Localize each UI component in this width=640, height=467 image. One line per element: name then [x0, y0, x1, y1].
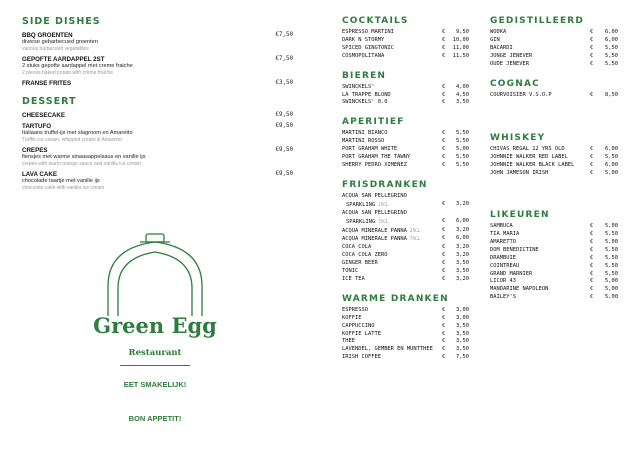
drinks-column-right: [490, 16, 618, 302]
currency-symbol: €: [590, 230, 594, 237]
dish-name: FRANSE FRITES: [22, 80, 72, 87]
menu-dish: [22, 171, 297, 191]
likeuren-title: LIKEUREN: [490, 210, 550, 221]
drink-row: [342, 146, 469, 154]
dish-price: €9,50: [275, 171, 293, 177]
dish-description-nl: flensjes met warme sinaasappelsaus en vanille ijs: [22, 154, 146, 160]
currency-symbol: €: [442, 235, 446, 242]
gedistilleerd-title: GEDISTILLEERD: [490, 16, 585, 26]
currency-symbol: €: [590, 246, 594, 253]
currency-symbol: €: [590, 162, 594, 169]
drink-row: [490, 45, 618, 53]
drink-name: SPICED GINGTONIC: [342, 44, 394, 51]
currency-symbol: €: [442, 52, 446, 59]
drink-name: OUDE JENEVER: [490, 60, 529, 67]
drink-price: 3,50: [456, 322, 469, 329]
drink-row: [342, 218, 469, 227]
currency-symbol: €: [590, 154, 594, 161]
dish-price: €7,50: [275, 32, 293, 38]
currency-symbol: €: [590, 262, 594, 269]
drink-name: ACQUA MINERALE PANNA: [342, 236, 407, 243]
currency-symbol: €: [442, 260, 446, 267]
drink-price: 5,50: [605, 262, 618, 269]
dish-description-en: 2 pieces baked potato with crème fraiche: [22, 70, 113, 76]
drink-name: DOM BENEDICTINE: [490, 246, 539, 253]
drink-price: 5,50: [605, 44, 618, 51]
drink-row: [490, 294, 618, 302]
drink-price: 6,00: [605, 162, 618, 169]
drink-row: [490, 278, 618, 286]
currency-symbol: €: [590, 91, 594, 98]
drink-price: 5,50: [456, 138, 469, 145]
currency-symbol: €: [590, 270, 594, 277]
drink-row: [342, 315, 469, 323]
drink-name: SWINCKELS' 0.0: [342, 99, 388, 106]
drink-row: [342, 244, 469, 252]
dish-description-nl: 2 stuks gepofte aardappel met creme fraiche: [22, 63, 133, 69]
currency-symbol: €: [442, 99, 446, 106]
currency-symbol: €: [442, 346, 446, 353]
drink-row: [490, 247, 618, 255]
drink-row: [342, 193, 469, 201]
drink-name: COINTREAU: [490, 262, 520, 269]
drink-price: 4,00: [456, 83, 469, 90]
drink-row: [342, 99, 469, 107]
drink-price: 3,20: [456, 200, 469, 207]
egg-grill-icon: [80, 228, 230, 318]
drink-price: 3,50: [456, 338, 469, 345]
drink-price: 5,00: [605, 286, 618, 293]
dish-price: €9,50: [275, 112, 293, 118]
drink-name: COSMOPOLITANA: [342, 52, 385, 59]
drink-name: CAPPUCCINO: [342, 322, 375, 329]
drink-name: COURVOISIER V.S.O.P: [490, 91, 552, 98]
currency-symbol: €: [442, 226, 446, 233]
currency-symbol: €: [442, 146, 446, 153]
drink-row: [342, 260, 469, 268]
likeuren-section: [490, 210, 618, 302]
drink-name: DRAMBUIE: [490, 254, 516, 261]
drink-row: [490, 37, 618, 45]
currency-symbol: €: [442, 244, 446, 251]
whiskey-title: WHISKEY: [490, 133, 546, 144]
drink-name: ESPRESSO: [342, 306, 368, 313]
drink-name: JOHNNIE WALKER BLACK LABEL: [490, 162, 575, 169]
currency-symbol: €: [442, 252, 446, 259]
drink-row: [490, 53, 618, 61]
currency-symbol: €: [442, 29, 446, 35]
dish-description-nl: Italiaans truffel-ijs met slagroom en Amaretto: [22, 130, 133, 136]
drink-price: 3,00: [456, 306, 469, 313]
green-egg-logo: [80, 228, 230, 428]
cocktails-title: COCKTAILS: [342, 16, 409, 26]
drink-row: [490, 162, 618, 170]
drink-price: 5,50: [605, 52, 618, 59]
drink-price: 6,00: [605, 146, 618, 153]
currency-symbol: €: [442, 36, 446, 43]
drink-price: 8,50: [605, 91, 618, 98]
drink-price: 10,00: [452, 36, 469, 43]
drink-price: 3,20: [456, 252, 469, 259]
drink-row: [342, 162, 469, 170]
drink-price: 3,50: [456, 346, 469, 353]
drink-price: 3,50: [456, 260, 469, 267]
cognac-section: [490, 79, 618, 100]
drink-name: KOFFIE: [342, 314, 362, 321]
currency-symbol: €: [442, 338, 446, 345]
menu-dish: [22, 32, 297, 52]
drink-name: COCA COLA ZERO: [342, 252, 388, 259]
drink-price: 5,00: [605, 278, 618, 285]
currency-symbol: €: [590, 146, 594, 153]
currency-symbol: €: [590, 36, 594, 43]
currency-symbol: €: [442, 322, 446, 329]
drink-price: 3,00: [456, 314, 469, 321]
drink-price: 5,50: [456, 154, 469, 161]
drink-row: [342, 235, 469, 244]
drink-row: [342, 227, 469, 236]
drink-name: ICE TEA: [342, 275, 365, 282]
currency-symbol: €: [590, 60, 594, 67]
drink-price: 7,50: [456, 354, 469, 361]
dish-description-nl: diverse gebarbecued groenten: [22, 39, 98, 45]
bieren-title: BIEREN: [342, 70, 387, 81]
drink-name: BAILEY'S: [490, 294, 516, 301]
dish-name: GEPOFTE AARDAPPEL 2ST: [22, 56, 105, 63]
drink-price: 5,00: [605, 294, 618, 301]
drink-row: [490, 263, 618, 271]
warme-dranken-title: WARME DRANKEN: [342, 293, 449, 304]
drink-row: [342, 276, 469, 284]
drink-row: [342, 130, 469, 138]
dish-price: €9,50: [275, 123, 293, 129]
drinks-column-left: [342, 16, 469, 362]
drink-size: 75CL: [409, 236, 421, 242]
drink-price: 3,50: [456, 99, 469, 106]
drink-price: 5,00: [605, 170, 618, 177]
drink-price: 4,50: [456, 91, 469, 98]
frisdranken-list: [342, 193, 469, 284]
drink-name: ESPRESSO MARTINI: [342, 29, 394, 35]
drink-row: [342, 138, 469, 146]
cocktails-section: [342, 16, 469, 61]
drink-name: WODKA: [490, 29, 507, 35]
drink-row: [342, 84, 469, 92]
drink-price: 5,50: [605, 60, 618, 67]
drink-row: [490, 92, 618, 100]
drink-row: [342, 338, 469, 346]
dish-description-nl: chocolade taartje met vanille ijs: [22, 178, 100, 184]
drink-name: JOHNNIE WALKER RED LABEL: [490, 154, 568, 161]
drink-size: 75CL: [378, 218, 389, 224]
logo-divider: [120, 365, 190, 366]
dish-name: LAVA CAKE: [22, 171, 57, 178]
currency-symbol: €: [442, 83, 446, 90]
drink-row: [490, 231, 618, 239]
aperitief-list: [342, 130, 469, 170]
drink-price: 5,50: [605, 270, 618, 277]
drink-name: MARTINI BIANCO: [342, 130, 388, 137]
currency-symbol: €: [442, 268, 446, 275]
currency-symbol: €: [442, 91, 446, 98]
drink-name: GRAND MARNIER: [490, 270, 533, 277]
drink-row: [342, 307, 469, 315]
drink-name: TONIC: [342, 268, 359, 275]
drink-row: [490, 29, 618, 37]
drink-price: 5,00: [605, 223, 618, 230]
drink-name: COCA COLA: [342, 244, 372, 251]
frisdranken-section: [342, 180, 469, 284]
drink-name: ACQUA MINERALE PANNA: [342, 227, 407, 234]
whiskey-section: [490, 133, 618, 178]
dish-description-en: chocolate cake with vanilla ice cream: [22, 185, 105, 191]
drink-name: SWINCKELS': [342, 83, 375, 90]
bieren-section: [342, 71, 469, 108]
drink-row: [342, 252, 469, 260]
drink-price: 6,00: [605, 36, 618, 43]
dish-name: CREPES: [22, 147, 48, 154]
drink-price: 6,00: [456, 235, 469, 242]
drink-name: IRISH COFFEE: [342, 354, 381, 361]
drink-name: DARK N STORMY: [342, 36, 385, 43]
drink-price: 11,00: [452, 44, 469, 51]
drink-name: SAMBUCA: [490, 223, 513, 230]
dish-price: €3,50: [275, 80, 293, 86]
drink-price: 5,50: [605, 246, 618, 253]
drink-row: [490, 286, 618, 294]
currency-symbol: €: [590, 238, 594, 245]
cognac-title: COGNAC: [490, 78, 540, 89]
drink-name: GINGER BEER: [342, 260, 378, 267]
drink-name: MANDARINE NAPOLEON: [490, 286, 549, 293]
drink-name: AMARETTO: [490, 238, 516, 245]
dish-description-en: crepes with warm orange sauce and vanilla ice cream: [22, 161, 141, 167]
currency-symbol: €: [442, 200, 446, 207]
drink-price: 5,00: [456, 146, 469, 153]
currency-symbol: €: [590, 52, 594, 59]
currency-symbol: €: [590, 170, 594, 177]
menu-dish: [22, 112, 297, 119]
drink-row: [342, 331, 469, 339]
drink-row: [342, 29, 469, 37]
whiskey-list: [490, 146, 618, 178]
drink-price: 5,50: [605, 154, 618, 161]
cognac-list: [490, 92, 618, 100]
currency-symbol: €: [442, 130, 446, 137]
currency-symbol: €: [590, 286, 594, 293]
currency-symbol: €: [442, 275, 446, 282]
currency-symbol: €: [442, 161, 446, 168]
drink-name: SHERRY PEDRO XIMENEZ: [342, 161, 407, 168]
drink-row: [490, 146, 618, 154]
drink-size: 25CL: [378, 201, 389, 207]
side-dishes-title: SIDE DISHES: [22, 16, 101, 27]
gedistilleerd-section: [490, 16, 618, 69]
dish-name: CHEESECAKE: [22, 112, 65, 119]
drink-name: LA TRAPPE BLOND: [342, 91, 391, 98]
menu-dish: [22, 56, 297, 76]
logo-subtitle: Restaurant: [128, 348, 182, 358]
drink-price: 5,50: [456, 130, 469, 137]
drink-row: [342, 346, 469, 354]
drink-name: PORT GRAHAM WHITE: [342, 146, 398, 153]
warme-dranken-list: [342, 307, 469, 362]
drink-row: [342, 268, 469, 276]
dish-description-en: Truffle ice cream, whipped cream & Amaretto: [22, 137, 122, 143]
dish-price: €9,50: [275, 147, 293, 153]
drink-name: ACQUA SAN PELLEGRINO: [342, 192, 407, 199]
currency-symbol: €: [442, 330, 446, 337]
menu-dish: [22, 123, 297, 143]
drink-price: 9,50: [456, 29, 469, 35]
aperitief-title: APERITIEF: [342, 117, 405, 128]
drink-name: JOHN JAMESON IRISH: [490, 170, 549, 177]
drink-price: 6,00: [456, 217, 469, 224]
dish-price: €7,50: [275, 56, 293, 62]
drink-name: GIN: [490, 36, 500, 43]
drink-name: SPARKLING: [346, 201, 376, 208]
dessert-list: [22, 112, 297, 191]
drink-row: [490, 223, 618, 231]
drink-price: 3,20: [456, 275, 469, 282]
drink-price: 5,50: [605, 254, 618, 261]
currency-symbol: €: [590, 254, 594, 261]
currency-symbol: €: [442, 138, 446, 145]
drink-name: TIA MARIA: [490, 230, 520, 237]
drink-name: CHIVAS REGAL 12 YRS OLD: [490, 146, 565, 153]
bieren-list: [342, 84, 469, 108]
aperitief-section: [342, 117, 469, 170]
currency-symbol: €: [442, 154, 446, 161]
drink-price: 11,50: [452, 52, 469, 59]
currency-symbol: €: [590, 278, 594, 285]
currency-symbol: €: [590, 223, 594, 230]
currency-symbol: €: [442, 306, 446, 313]
currency-symbol: €: [442, 217, 446, 224]
drink-name: KOFFIE LATTE: [342, 330, 381, 337]
dessert-title: DESSERT: [22, 96, 77, 107]
drink-row: [342, 92, 469, 100]
drink-row: [342, 154, 469, 162]
drink-name: MARTINI ROSSO: [342, 138, 385, 145]
drink-price: 3,20: [456, 244, 469, 251]
currency-symbol: €: [590, 44, 594, 51]
currency-symbol: €: [442, 44, 446, 51]
drink-row: [342, 210, 469, 218]
drink-row: [490, 61, 618, 69]
drink-name: THEE: [342, 338, 355, 345]
warme-dranken-section: [342, 294, 469, 362]
frisdranken-title: FRISDRANKEN: [342, 179, 428, 190]
drink-name: LAVENDEL, GEMBER EN MUNTTHEE: [342, 346, 433, 353]
drink-price: 3,50: [456, 330, 469, 337]
drink-row: [342, 45, 469, 53]
logo-title: Green Egg: [93, 313, 217, 338]
drink-price: 5,50: [605, 230, 618, 237]
drink-row: [490, 239, 618, 247]
drink-row: [490, 271, 618, 279]
eet-smakelijk-text: EET SMAKELIJK!: [123, 380, 187, 389]
drink-row: [342, 53, 469, 61]
bon-appetit-text: BON APPETIT!: [128, 414, 182, 423]
drink-row: [342, 201, 469, 210]
drink-name: LICOR 43: [490, 278, 516, 285]
drink-row: [490, 255, 618, 263]
currency-symbol: €: [442, 314, 446, 321]
cocktails-list: [342, 29, 469, 61]
drink-name: PORT GRAHAM THE TAWNY: [342, 154, 411, 161]
currency-symbol: €: [442, 354, 446, 361]
drink-row: [342, 37, 469, 45]
drink-name: SPARKLING: [346, 218, 376, 225]
drink-name: BACARDI: [490, 44, 513, 51]
drink-price: 3,50: [456, 268, 469, 275]
currency-symbol: €: [590, 29, 594, 35]
drink-price: 5,50: [456, 161, 469, 168]
currency-symbol: €: [590, 294, 594, 301]
dish-description-en: various barbecued vegetables: [22, 46, 89, 52]
drink-row: [490, 170, 618, 178]
drink-size: 25CL: [409, 227, 421, 233]
menu-dish: [22, 147, 297, 167]
food-column: [22, 16, 297, 191]
drink-row: [342, 323, 469, 331]
drink-price: 6,00: [605, 29, 618, 35]
dish-name: BBQ GROENTEN: [22, 32, 73, 39]
drink-row: [490, 154, 618, 162]
dish-name: TARTUFO: [22, 123, 52, 130]
drink-price: 5,00: [605, 238, 618, 245]
likeuren-list: [490, 223, 618, 302]
drink-name: JONGE JENEVER: [490, 52, 533, 59]
drink-price: 3,20: [456, 226, 469, 233]
side-dishes-list: [22, 32, 297, 87]
menu-dish: [22, 80, 297, 87]
drink-name: ACQUA SAN PELLEGRINO: [342, 209, 407, 216]
drink-row: [342, 354, 469, 362]
gedistilleerd-list: [490, 29, 618, 69]
